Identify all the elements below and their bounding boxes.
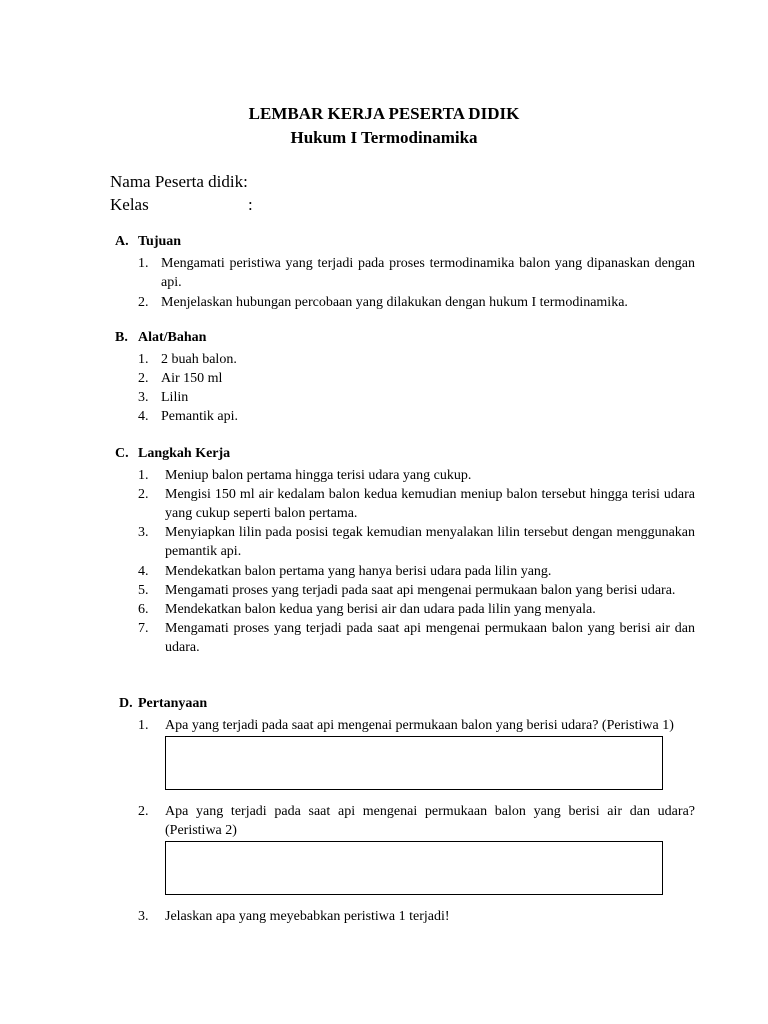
- list-item: [115, 619, 695, 657]
- question-item: [119, 907, 695, 926]
- question-text: Apa yang terjadi pada saat api mengenai permukaan balon yang berisi udara? (Peristiwa 1): [165, 717, 674, 733]
- item-number: 4.: [138, 563, 149, 579]
- item-number: 1.: [138, 717, 149, 733]
- item-text: Mengamati proses yang terjadi pada saat api mengenai permukaan balon yang berisi udara.: [165, 582, 676, 598]
- answer-box[interactable]: [165, 841, 663, 895]
- item-text: 2 buah balon.: [161, 351, 237, 367]
- page-subtitle: Hukum I Termodinamika: [290, 128, 478, 147]
- section-heading: [115, 330, 695, 350]
- section-letter: B.: [115, 330, 128, 345]
- questions-list: [119, 716, 695, 927]
- objective-list: [115, 254, 695, 313]
- item-text: Mendekatkan balon pertama yang hanya berisi udara pada lilin yang.: [165, 563, 552, 579]
- section-heading: [119, 696, 695, 716]
- list-item: [115, 369, 695, 388]
- item-number: 3.: [138, 909, 149, 925]
- section-title: Langkah Kerja: [138, 446, 231, 461]
- item-text: Mengamati peristiwa yang terjadi pada proses termodinamika balon yang dipanaskan dengan api.: [161, 255, 695, 290]
- list-item: [115, 466, 695, 485]
- page-title: LEMBAR KERJA PESERTA DIDIK: [248, 104, 520, 123]
- list-item: [115, 293, 695, 312]
- item-text: Mengamati proses yang terjadi pada saat api mengenai permukaan balon yang berisi air dan udara.: [165, 621, 695, 656]
- item-text: Mendekatkan balon kedua yang berisi air dan udara pada lilin yang menyala.: [165, 601, 596, 617]
- item-number: 2.: [138, 370, 149, 386]
- item-text: Mengisi 150 ml air kedalam balon kedua kemudian meniup balon tersebut hingga terisi udara yang cukup seperti balon pertama.: [165, 486, 695, 521]
- list-item: [115, 523, 695, 561]
- item-number: 2.: [138, 803, 149, 819]
- section-heading: [115, 446, 695, 466]
- item-text: Meniup balon pertama hingga terisi udara yang cukup.: [165, 467, 472, 483]
- section-tujuan: [115, 234, 695, 312]
- section-letter: C.: [115, 446, 129, 461]
- item-text: Menyiapkan lilin pada posisi tegak kemudian menyalakan lilin tersebut dengan menggunakan pemantik api.: [165, 525, 695, 560]
- section-title: Tujuan: [138, 234, 182, 249]
- section-pertanyaan: [119, 696, 695, 926]
- section-title: Alat/Bahan: [138, 330, 207, 345]
- class-label: Kelas: [110, 195, 149, 214]
- question-text: Apa yang terjadi pada saat api mengenai permukaan balon yang berisi air dan udara? (Peristiwa 2): [165, 803, 695, 838]
- item-number: 2.: [138, 294, 149, 310]
- item-number: 3.: [138, 389, 149, 405]
- item-number: 1.: [138, 351, 149, 367]
- section-heading: [115, 234, 695, 254]
- item-number: 6.: [138, 601, 149, 617]
- list-item: [115, 407, 695, 426]
- list-item: [115, 254, 695, 292]
- list-item: [115, 600, 695, 619]
- item-number: 1.: [138, 467, 149, 483]
- materials-list: [115, 350, 695, 427]
- section-title: Pertanyaan: [138, 696, 208, 711]
- list-item: [115, 350, 695, 369]
- list-item: [115, 581, 695, 600]
- section-letter: A.: [115, 234, 129, 249]
- section-alat-bahan: [115, 330, 695, 426]
- item-number: 7.: [138, 621, 149, 637]
- class-field: [110, 195, 253, 215]
- question-text: Jelaskan apa yang meyebabkan peristiwa 1 terjadi!: [165, 909, 450, 925]
- steps-list: [115, 466, 695, 658]
- question-item: [119, 716, 695, 790]
- item-text: Pemantik api.: [161, 409, 238, 425]
- item-text: Menjelaskan hubungan percobaan yang dilakukan dengan hukum I termodinamika.: [161, 294, 628, 310]
- item-text: Air 150 ml: [161, 370, 223, 386]
- item-number: 4.: [138, 409, 149, 425]
- answer-box[interactable]: [165, 736, 663, 790]
- section-letter: D.: [119, 696, 133, 711]
- list-item: [115, 388, 695, 407]
- list-item: [115, 485, 695, 523]
- student-name-label: Nama Peserta didik:: [110, 172, 248, 191]
- item-text: Lilin: [161, 389, 189, 405]
- question-item: [119, 802, 695, 895]
- item-number: 1.: [138, 255, 149, 271]
- item-number: 5.: [138, 582, 149, 598]
- item-number: 2.: [138, 486, 149, 502]
- section-langkah-kerja: [115, 446, 695, 658]
- item-number: 3.: [138, 525, 149, 541]
- list-item: [115, 562, 695, 581]
- class-colon: :: [248, 195, 253, 214]
